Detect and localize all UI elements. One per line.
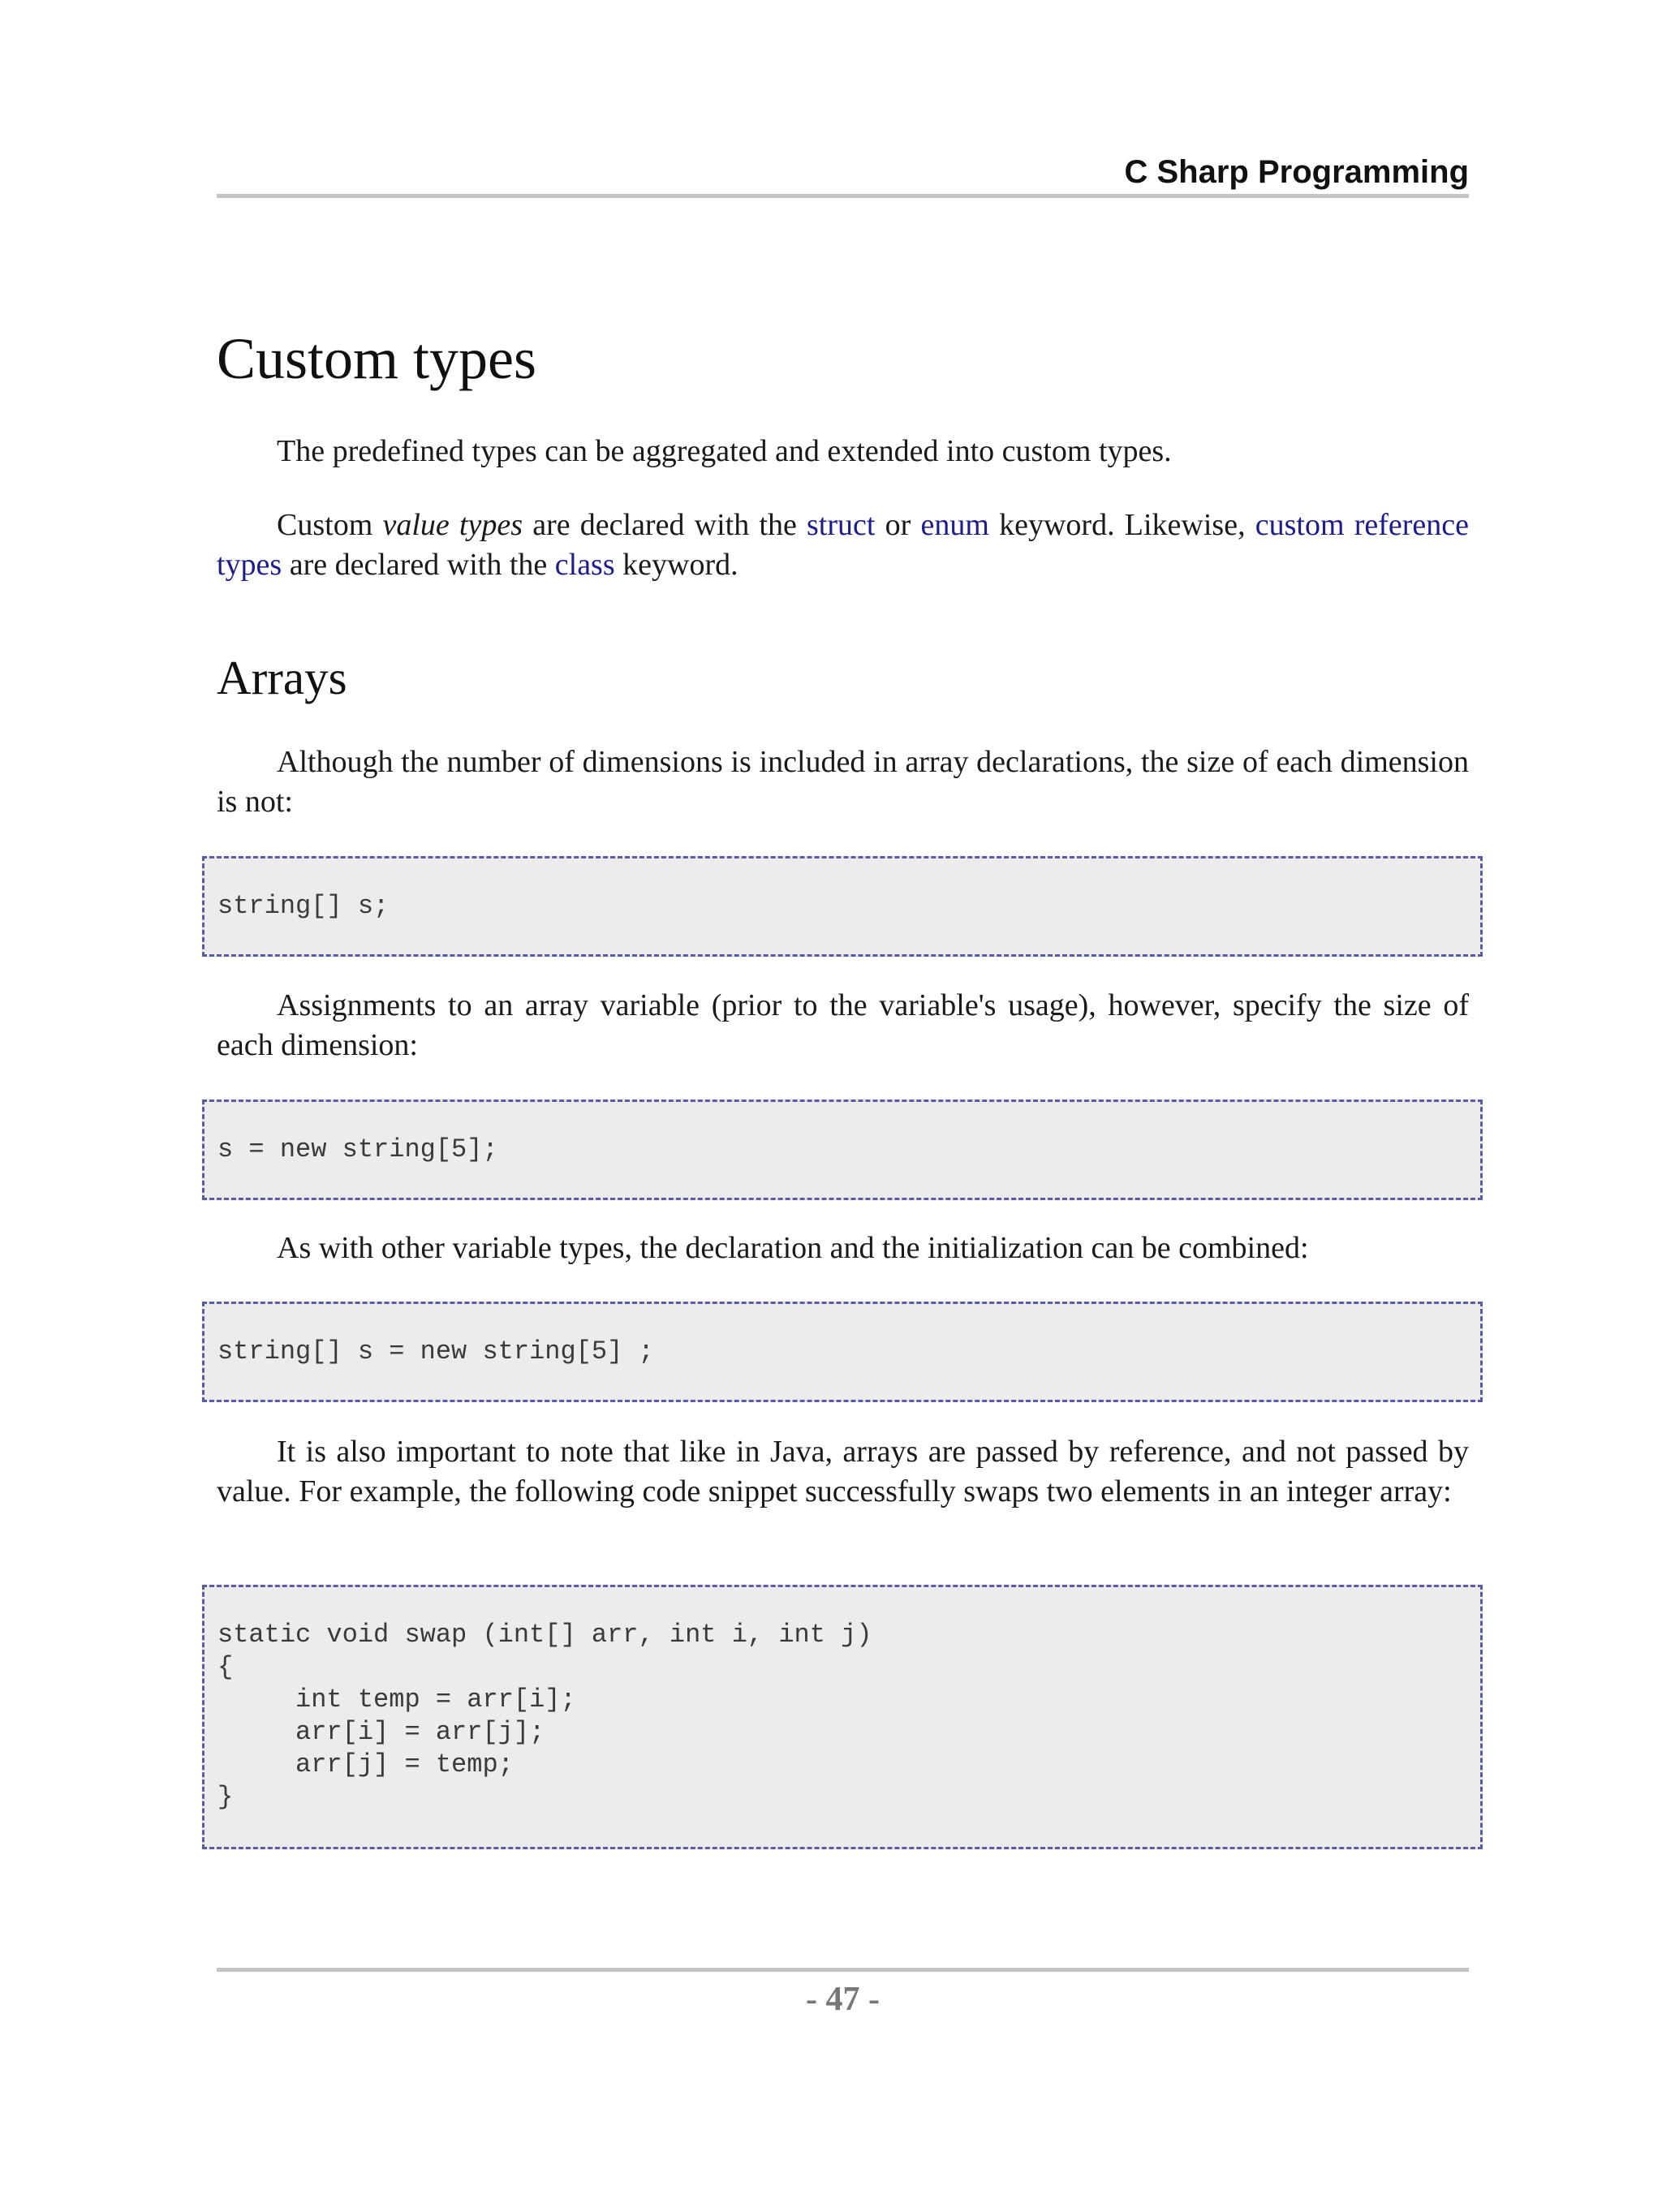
subsection-title: Arrays [217,651,347,704]
text-run: keyword. [614,548,738,582]
link-enum[interactable]: enum [920,508,989,542]
code-text: string[] s = new string[5] ; [217,1336,654,1366]
code-block-swap [202,1585,1483,1849]
link-struct[interactable]: struct [807,508,876,542]
code-text: string[] s; [217,891,390,921]
text-run: or [875,508,921,542]
code-block-declaration [202,856,1483,957]
text-run: are declared with the [282,548,555,582]
code-block-combined [202,1302,1483,1402]
link-class[interactable]: class [554,548,615,582]
code-text: s = new string[5]; [217,1134,498,1164]
text-run: Custom [277,508,383,542]
section-title: Custom types [217,326,537,391]
footer-rule [217,1968,1469,1972]
code-block-assignment [202,1100,1483,1200]
running-header: C Sharp Programming [1124,154,1469,190]
text-run: keyword. Likewise, [988,508,1255,542]
paragraph-custom-types-intro: The predefined types can be aggregated and extended into custom types. [277,434,1172,468]
emphasis-value-types: value types [382,508,523,542]
text-run: are declared with the [523,508,807,542]
paragraph-array-combined: As with other variable types, the declaration and the initialization can be combined: [277,1231,1309,1265]
paragraph-custom-types-keywords [217,506,1469,585]
page-number: - 47 - [806,1981,880,2018]
header-rule [217,194,1469,198]
paragraph-array-dimensions: Although the number of dimensions is included in array declarations, the size of each dimension is not: [217,745,1469,819]
link-custom-reference-types[interactable]: custom reference types [217,508,1470,582]
code-text: static void swap (int[] arr, int i, int j) { int temp = arr[i]; arr[i] = arr[j]; arr[j] = temp; } [217,1620,872,1812]
paragraph-array-reference: It is also important to note that like in Java, arrays are passed by reference, and not passed by value. For example, the following code snippet successfully swaps two elements in an integer array: [217,1435,1469,1508]
paragraph-array-assignments: Assignments to an array variable (prior to the variable's usage), however, specify the size of each dimension: [217,988,1469,1062]
